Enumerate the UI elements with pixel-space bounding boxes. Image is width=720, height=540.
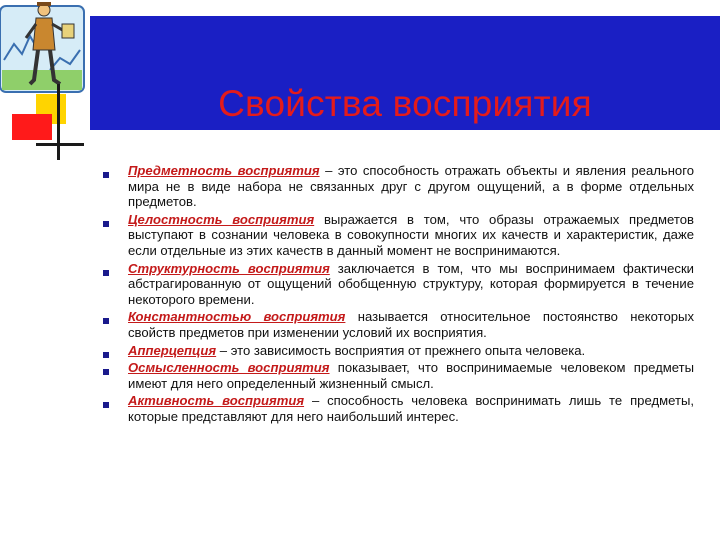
logo-red-block: [12, 114, 52, 140]
bullet-icon: [103, 352, 109, 358]
list-item: [98, 393, 694, 424]
slide-title: Свойства восприятия: [218, 83, 592, 124]
businessman-clipart-icon: [0, 0, 90, 95]
slide-logo: [0, 0, 95, 165]
term: Константностью восприятия: [128, 309, 346, 325]
list-item: [98, 309, 694, 340]
definition: выражается в том, что образы отражаемых предметов выступают в сознании человека в совокупности многих их качеств и характеристик, даже если отдельные из этих качеств в данный момент не воспринимаются.: [128, 211, 694, 258]
definition: заключается в том, что мы воспринимаем фактически абстрагированную от ощущений обобщенную структуру, которая формируется в течение некоторого времени.: [128, 260, 694, 307]
bullet-list: [98, 163, 694, 427]
definition: – это зависимость восприятия от прежнего опыта человека.: [216, 342, 586, 358]
list-item: [98, 212, 694, 259]
definition: называется относительное постоянство некоторых свойств предметов при изменении условий их восприятия.: [128, 309, 695, 340]
list-item: [98, 261, 694, 308]
bullet-icon: [103, 221, 109, 227]
definition: – способность человека воспринимать лишь те предметы, которые представляют для него наибольший интерес.: [128, 393, 694, 424]
bullet-icon: [103, 402, 109, 408]
term: Апперцепция: [128, 342, 217, 358]
bullet-icon: [103, 172, 109, 178]
definition: – это способность отражать объекты и явления реального мира не в виде набора не связанных друг с другом ощущений, а в форме отдельных предметов.: [128, 163, 694, 210]
term: Активность восприятия: [128, 393, 305, 409]
term: Структурность восприятия: [128, 260, 330, 276]
list-item: [98, 360, 694, 391]
list-item: [98, 343, 694, 359]
list-item: [98, 163, 694, 210]
term: Предметность восприятия: [128, 163, 320, 178]
bullet-icon: [103, 318, 109, 324]
term: Целостность восприятия: [128, 211, 315, 227]
term: Осмысленность восприятия: [128, 360, 330, 376]
logo-vertical-line: [57, 84, 60, 160]
bullet-icon: [103, 369, 109, 375]
bullet-icon: [103, 270, 109, 276]
definition: показывает, что воспринимаемые человеком предметы имеют для него определенный жизненный смысл.: [128, 360, 694, 391]
logo-horizontal-line: [36, 143, 84, 146]
